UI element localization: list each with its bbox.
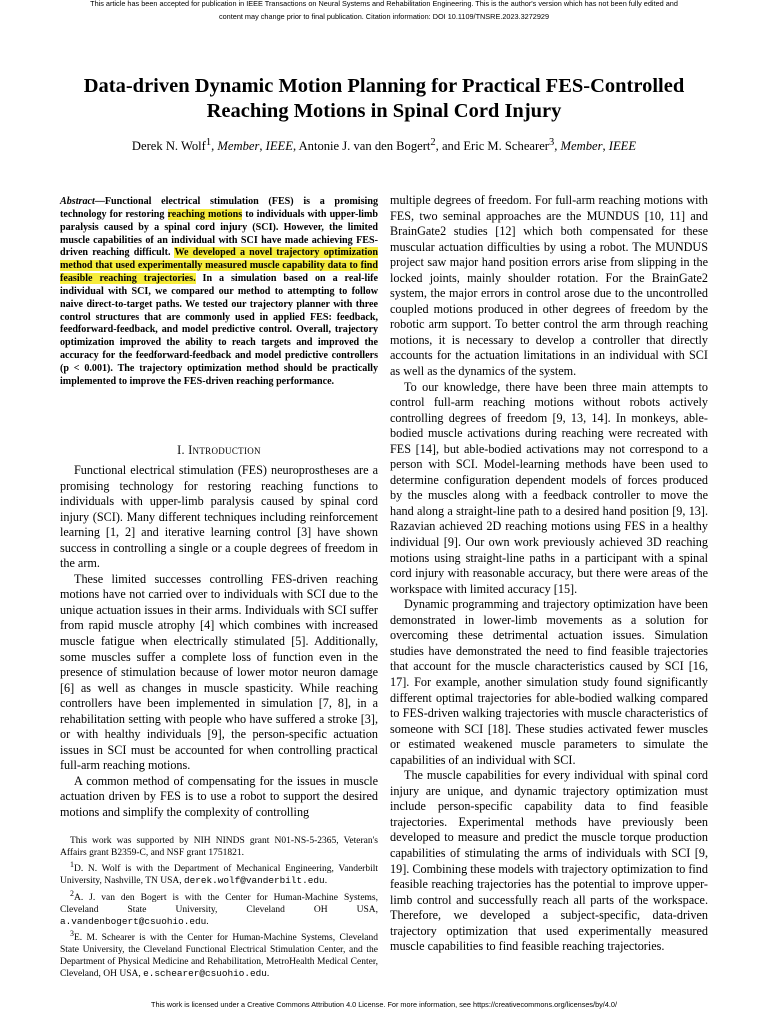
abstract-lead: Abstract [60, 196, 95, 207]
author-3: Eric M. Schearer [463, 139, 549, 154]
abstract-text-3: In a simulation based on a real-life individual with SCI, we compared our method to attempting to follow naive direct-to-target paths. We tested our trajectory planner with three control structures that are commonly used in applied FES: feedback, feedforward-feedback, and model predictive control. Overall, trajectory optimization improved the ability to reach targets and improved the accuracy for the feedforward-feedback and model predictive controllers (p < 0.001). The trajectory optimization method should be practically implemented to improve the FES-driven reaching performance. [60, 273, 378, 387]
author-2-affiliation: 2 [430, 137, 436, 148]
paragraph: A common method of compensating for the issues in muscle actuation driven by FES is to use a robot to support the desired motions and simplify the complexity of controlling [60, 773, 378, 820]
author-list: Derek N. Wolf$^1$, Member, IEEE, Antonie J. van den Bogert$^2$, and Eric M. Schearer$^3$, Member, IEEE [131, 137, 637, 154]
section-title: Introduction [188, 443, 261, 457]
paragraph: Dynamic programming and trajectory optimization have been demonstrated in lower-limb movements as a solution for overcoming these detrimental actuation issues. Simulation studies have demonstrated the need to find feasible trajectories that account for the muscle characteristics caused by SCI [16, 17]. For example, another simulation study found significantly different optimal trajectories for able-bodied walking compared to FES-driven walking trajectories with muscle characteristics of someone with SCI [18]. These studies activated fewer muscles or estimated weakened muscle parameters to simulate the capabilities of an individual with SCI. [390, 597, 708, 767]
affiliation-footnote-3: $^3$E. M. Schearer is with the Center for Human-Machine Systems, Cleveland State University, the Cleveland Functional Electrical Stimulation Center, and the Department of Physical Medicine and Rehabilitation, MetroHealth Medical Center, Cleveland, OH USA, e.schearer@csuohio.edu. [60, 928, 378, 980]
paragraph: Functional electrical stimulation (FES) neuroprostheses are a promising technology for restoring reaching functions to individuals with upper-limb paralysis caused by spinal cord injury (SCI). Many different techniques including reinforcement learning [1, 2] and iterative learning control [3] have shown success in controlling a single or a couple degrees of freedom in the arm. [60, 463, 378, 571]
highlight-reaching-motions: reaching motions [167, 208, 243, 220]
ieee-label: IEEE [265, 139, 293, 154]
abstract-text-2: to individuals with upper-limb paralysis caused by a spinal cord injury (SCI). However, the limited muscle capabilities of an individual with SCI have made achieving FES-driven reaching difficult. [60, 208, 378, 259]
email-link[interactable]: derek.wolf@vanderbilt.edu [184, 875, 325, 887]
email-link[interactable]: a.vandenbogert@csuohio.edu [60, 915, 207, 927]
ieee-label: IEEE [608, 139, 637, 154]
banner-line-2: content may change prior to final publication. Citation information: DOI 10.1109/TNSRE.2023.3272929 [218, 12, 550, 21]
abstract [60, 196, 378, 389]
section-heading [60, 443, 378, 458]
author-2: Antonie J. van den Bogert [298, 139, 431, 154]
funding-footnote: This work was supported by NIH NINDS grant N01-NS-5-2365, Veteran's Affairs grant B2359-C, and NSF grant 1751821. [60, 836, 378, 859]
paragraph: These limited successes controlling FES-driven reaching motions have not carried over to individuals with SCI due to the unique actuation issues in their arms. Individuals with SCI suffer from rapid muscle atrophy [4] which combines with increased muscle fatigue when electrically stimulated [5]. Additionally, some muscles suffer a complete loss of function even in the presence of stimulation because of lower motor neuron damage [6] as well as changes in muscle spasticity. While reaching controllers have been implemented in simulation [7, 8], in a rehabilitation setting with people who have suffered a stroke [3], or with healthy individuals [9], the person-specific actuation issues in SCI must be accounted for when controlling practical full-arm reaching motions. [60, 571, 378, 773]
title-line-2: Reaching Motions in Spinal Cord Injury [206, 100, 562, 122]
left-column-body [60, 463, 378, 821]
paragraph: To our knowledge, there have been three main attempts to control full-arm reaching motions without robots actively controlling degrees of freedom [9, 13, 14]. In monkeys, able-bodied muscle activations during reaching were recreated with FES [14], but able-bodied activations may not correspond to a person with SCI. Model-learning methods have been used to determine configuration dependent models of forces produced by the muscles along with a feedback controller to move the hand along a straight-line path to a desired hand position [9, 13]. Razavian achieved 2D reaching motions using FES in a healthy individual [9]. Our own work previously achieved 3D reaching motions using straight-line paths in a participant with a spinal cord injury with reasonable accuracy, but there were areas of the workspace with limited accuracy [15]. [390, 379, 708, 596]
footnotes [60, 835, 378, 981]
right-column-body [390, 193, 708, 955]
paper-title [40, 74, 728, 124]
highlight-method-sentence: We developed a novel trajectory optimization method that used experimentally measured muscle capability data to find feasible reaching trajectories. [60, 247, 378, 285]
and-conjunction: and [441, 139, 461, 154]
author-3-role: Member [560, 139, 603, 154]
section-number: I. [177, 443, 185, 457]
abstract-dash: — [94, 196, 105, 207]
title-line-1: Data-driven Dynamic Motion Planning for Practical FES-Controlled [83, 75, 685, 97]
author-1: Derek N. Wolf [131, 139, 206, 154]
abstract-text-1: Functional electrical stimulation (FES) is a promising technology for restoring [60, 196, 378, 220]
author-3-affiliation: 3 [548, 137, 555, 148]
affiliation-footnote-2: $^2$A. J. van den Bogert is with the Center for Human-Machine Systems, Cleveland State University, Cleveland OH USA, a.vandenbogert@csuohio.edu. [60, 888, 378, 927]
paragraph: The muscle capabilities for every individual with spinal cord injury are unique, and dynamic trajectory optimization must include person-specific capability data to find feasible trajectories. Experimental methods have previously been developed to measure and predict the muscle torque production capabilities of stimulating the arms of individuals with SCI [9, 19]. Combining these models with trajectory optimization to find feasible reaching trajectories has the potential to improve upper-limb control and successfully reach all parts of the workspace. Therefore, we developed a subject-specific, data-driven trajectory optimization that used experimentally measured muscle capabilities to find feasible reaching trajectories. [390, 768, 708, 954]
author-1-affiliation: 1 [205, 137, 212, 148]
license-footer: This work is licensed under a Creative Commons Attribution 4.0 License. For more information, see https://creativecommons.org/licenses/by/4.0/ [151, 1000, 617, 1009]
banner-line-1: This article has been accepted for publication in IEEE Transactions on Neural Systems and Rehabilitation Engineering. This is the author's version which has not been fully edited and [90, 0, 678, 8]
paragraph: multiple degrees of freedom. For full-arm reaching motions with FES, two seminal approaches are the MUNDUS [10, 11] and BrainGate2 studies [12] which both compensated for these muscular actuation difficulties by using a robot. The MUNDUS project saw major hand position errors arise from slipping in the locked joints, mainly shoulder rotation. For the BrainGate2 system, the major errors in control arose due to the uncontrolled coupled motions produced in other degrees of freedom by the robotic arm support. To better control the arm through reaching motions, it is necessary to develop a controller that directly accounts for the actuation limitations in an individual with SCI as well as the dynamics of the system. [390, 193, 708, 379]
publication-banner [0, 0, 768, 23]
author-1-role: Member [217, 139, 260, 154]
email-link[interactable]: e.schearer@csuohio.edu [143, 968, 267, 980]
affiliation-footnote-1: $^1$D. N. Wolf is with the Department of Mechanical Engineering, Vanderbilt University, Nashville, TN USA, derek.wolf@vanderbilt.edu. [60, 860, 378, 887]
